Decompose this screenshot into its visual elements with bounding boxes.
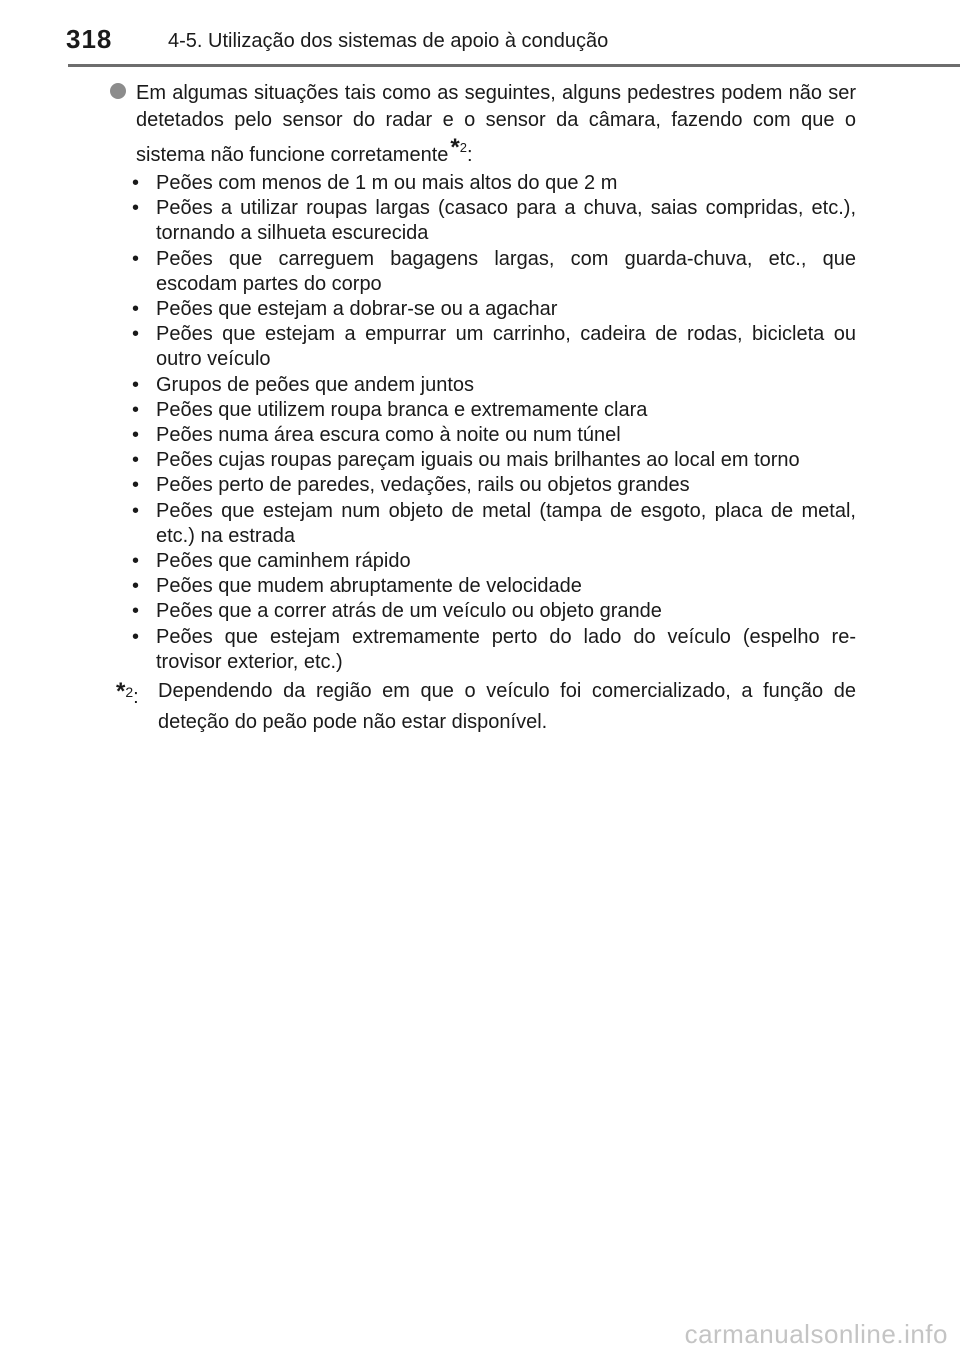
- bullet-marker: •: [132, 323, 140, 346]
- list-item-text: Peões que estejam a empurrar um carrinho, cadeira de rodas, bicicleta ou outro veículo: [156, 323, 856, 371]
- list-item: [128, 247, 856, 297]
- list-item: [128, 549, 856, 574]
- list-item-text: Peões que a correr atrás de um veículo ou objeto grande: [156, 600, 662, 623]
- list-item-text: Peões que estejam extremamente perto do lado do veículo (espelho re-trovisor exterior, etc.): [156, 625, 856, 673]
- bullet-marker: •: [132, 499, 140, 522]
- list-item: [128, 322, 856, 372]
- bullet-marker: •: [132, 398, 140, 421]
- footnote-colon: :: [133, 686, 139, 708]
- bullet-marker: •: [132, 600, 140, 623]
- bullet-marker: •: [132, 373, 140, 396]
- list-item: [128, 373, 856, 398]
- intro-suffix: :: [466, 144, 473, 166]
- bullet-marker: •: [132, 247, 140, 270]
- intro-body: Em algumas situações tais como as seguintes, alguns pedestres podem não ser detetados pelo sensor do radar e o sensor da câmara, fazendo com que o sistema não funcione corretamente: [136, 82, 856, 166]
- footnote-text: Dependendo da região em que o veículo foi comercializado, a função de deteção do peão pode não estar disponível.: [158, 680, 856, 733]
- list-item: [128, 473, 856, 498]
- section-title: 4-5. Utilização dos sistemas de apoio à condução: [168, 30, 609, 52]
- header-divider: [68, 64, 960, 67]
- pedestrian-conditions-list: [128, 171, 856, 675]
- list-item-text: Peões que estejam num objeto de metal (tampa de esgoto, placa de metal, etc.) na estrada: [156, 499, 856, 547]
- footnote-star: *: [116, 678, 126, 705]
- bullet-marker: •: [132, 575, 140, 598]
- list-item: [128, 625, 856, 675]
- list-item: [128, 171, 856, 196]
- bullet-marker: •: [132, 625, 140, 648]
- footnote: [116, 676, 856, 738]
- bullet-marker: •: [132, 172, 140, 194]
- footnote-star: *: [450, 134, 460, 161]
- list-item-text: Peões que estejam a dobrar-se ou a agachar: [156, 298, 558, 321]
- list-item-text: Grupos de peões que andem juntos: [156, 373, 474, 396]
- list-item: [128, 599, 856, 624]
- intro-text: [136, 80, 856, 169]
- list-item: [128, 297, 856, 322]
- list-item-text: Peões perto de paredes, vedações, rails ou objetos grandes: [156, 474, 690, 497]
- list-item: [128, 196, 856, 246]
- list-item-text: Peões que mudem abruptamente de velocidade: [156, 575, 582, 598]
- intro-paragraph: [110, 80, 856, 169]
- bullet-marker: •: [132, 298, 140, 321]
- bullet-marker: •: [132, 474, 140, 497]
- page-number: 318: [66, 24, 113, 54]
- footnote-number: 2: [125, 684, 134, 700]
- bullet-marker: •: [132, 424, 140, 447]
- bullet-marker: •: [132, 449, 140, 472]
- bullet-marker: •: [132, 197, 140, 220]
- list-item-text: Peões que caminhem rápido: [156, 550, 411, 573]
- footnote-ref: 2: [459, 140, 467, 155]
- footnote-marker: [116, 676, 139, 713]
- list-item: [128, 574, 856, 599]
- list-item: [128, 499, 856, 549]
- bullet-marker: •: [132, 550, 140, 573]
- list-item-text: Peões que utilizem roupa branca e extremamente clara: [156, 398, 648, 421]
- list-item-text: Peões cujas roupas pareçam iguais ou mais brilhantes ao local em torno: [156, 449, 800, 472]
- list-item-text: Peões numa área escura como à noite ou num túnel: [156, 424, 621, 447]
- list-item-text: Peões com menos de 1 m ou mais altos do que 2 m: [156, 172, 618, 194]
- list-item-text: Peões que carreguem bagagens largas, com guarda-chuva, etc., que escodam partes do corpo: [156, 247, 856, 295]
- watermark: carmanualsonline.info: [684, 1319, 948, 1349]
- circle-bullet-icon: [110, 83, 126, 99]
- list-item: [128, 448, 856, 473]
- list-item-text: Peões a utilizar roupas largas (casaco para a chuva, saias compridas, etc.), tornando a silhueta escurecida: [156, 197, 856, 245]
- list-item: [128, 398, 856, 423]
- list-item: [128, 423, 856, 448]
